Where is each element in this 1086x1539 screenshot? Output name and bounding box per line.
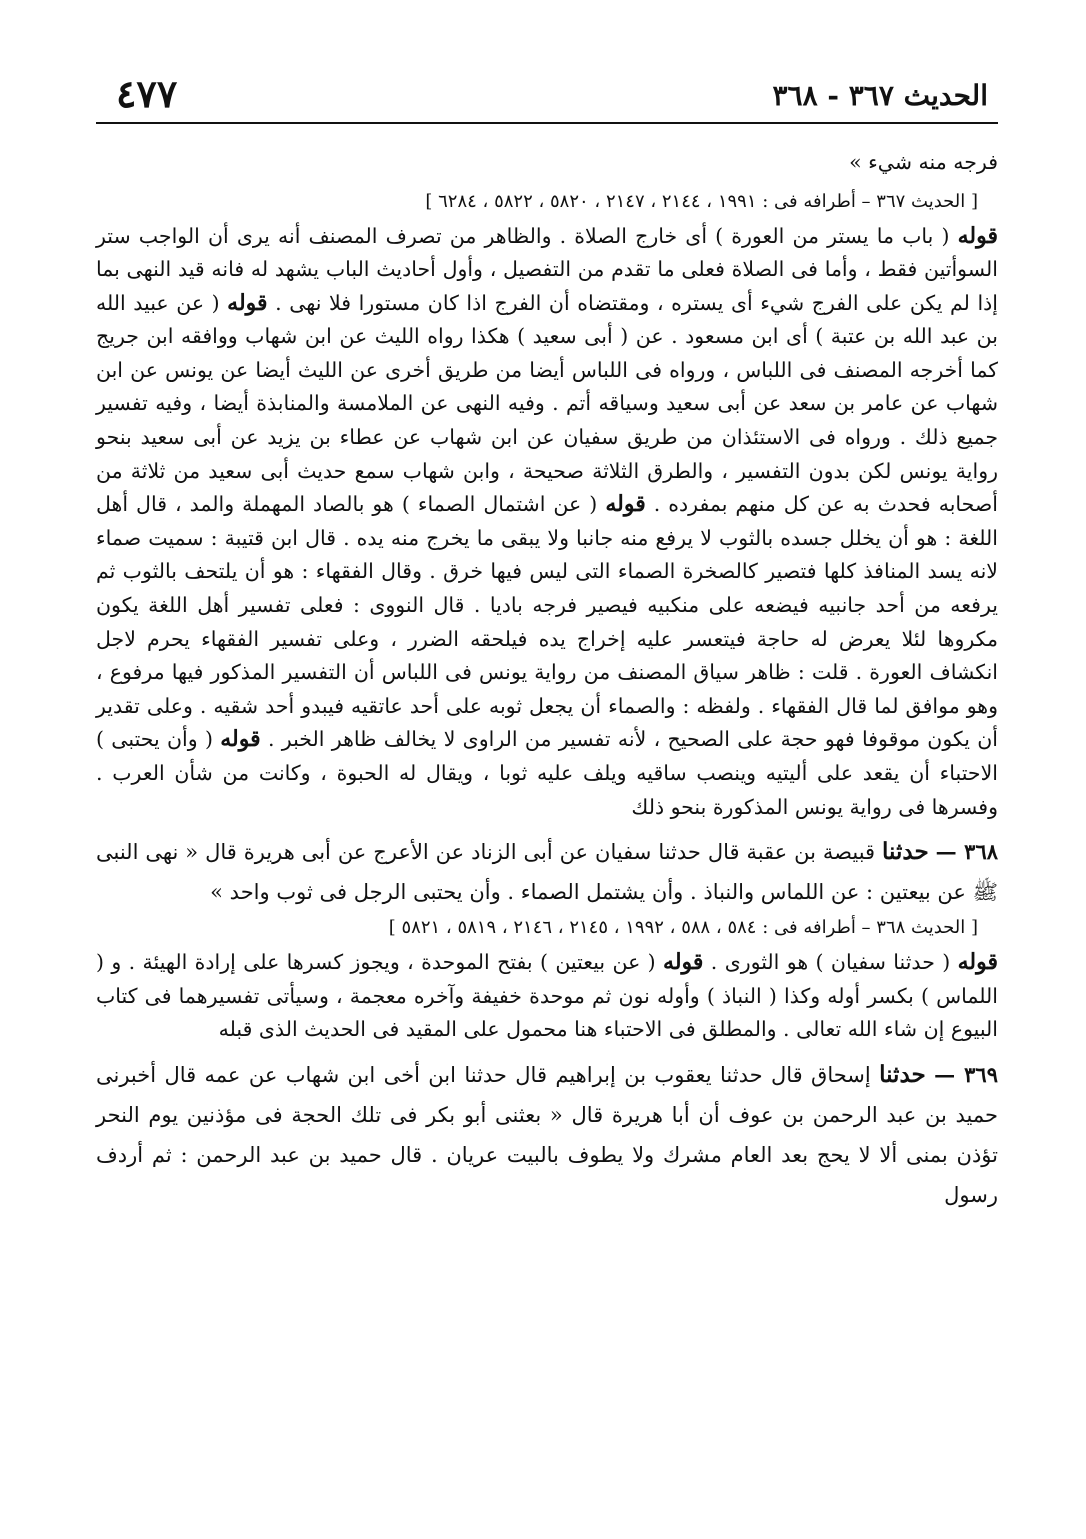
hadith-keyword: حدثنا (882, 838, 929, 866)
hadith-number: ٣٦٨ — (935, 839, 999, 865)
qawluhu-marker: قوله (957, 222, 998, 249)
commentary-text: ( حدثنا سفيان ) هو الثورى . (703, 950, 958, 975)
qawluhu-marker: قوله (227, 289, 268, 316)
commentary-text: ( عن عبيد الله بن عبد الله بن عتبة ) أى ابن مسعود . عن ( أبى سعيد ) هكذا رواه الليث عن ابن شهاب ووافقه ابن جريج كما أخرجه المصنف فى اللباس ، ورواه فى اللباس أيضا من طريق أخرى عن الليث أيضا عن يونس عن ابن شهاب عن عامر بن سعد عن أبى سعيد وسياقه أتم . وفيه النهى عن الملامسة والمنابذة أيضا ، وفيه تفسير جميع ذلك . ورواه فى الاستئذان من طريق سفيان عن ابن شهاب عن عطاء بن يزيد عن أبى سعيد بنحو رواية يونس لكن بدون التفسير ، والطرق الثلاثة صحيحة ، وابن شهاب سمع حديث أبى سعيد من ثلاثة من أصحابه فحدث به عن كل منهم بمفرده . (96, 290, 999, 517)
hadith-368-references: [ الحديث ٣٦٨ – أطرافه فى : ٥٨٤ ، ٥٨٨ ، ١٩٩٢ ، ٢١٤٥ ، ٢١٤٦ ، ٥٨١٩ ، ٥٨٢١ ] (388, 917, 978, 939)
qawluhu-marker: قوله (957, 949, 998, 976)
commentary-text: ( عن بيعتين ) بفتح الموحدة ، ويجوز كسرها على إرادة الهيئة . و ( اللماس ) بكسر أوله وكذا ( النباذ ) وأوله نون ثم موحدة خفيفة وآخره معجمة ، وسيأتى تفسيرهما فى كتاب البيوع إن شاء الله تعالى . والمطلق فى الاحتباء هنا محمول على المقيد فى الحديث الذى قبله (96, 950, 998, 1042)
commentary-367 (96, 220, 998, 825)
continuation-text: فرجه منه شيء » (849, 150, 998, 174)
page-header (96, 72, 998, 124)
hadith-369 (96, 1055, 998, 1215)
hadith-number: ٣٦٩ — (934, 1061, 998, 1087)
qawluhu-marker: قوله (220, 726, 261, 753)
hadith-text: قبيصة بن عقبة قال حدثنا سفيان عن أبى الزناد عن الأعرج عن أبى هريرة قال « نهى النبى ﷺ عن بيعتين : عن اللماس والنباذ . وأن يشتمل الصماء . وأن يحتبى الرجل فى ثوب واحد » (96, 840, 998, 905)
hadith-368 (96, 832, 998, 912)
commentary-text: ( باب ما يستر من العورة ) أى خارج الصلاة . والظاهر من تصرف المصنف أنه يرى أن الواجب ستر السوأتين فقط ، وأما فى الصلاة فعلى ما تقدم من التفصيل ، وأول أحاديث الباب يشهد له فانه قيد النهى بما إذا لم يكن على الفرج شيء أى يستره ، ومقتضاه أن الفرج اذا كان مستورا فلا نهى . (96, 223, 998, 315)
page-body (96, 146, 998, 1215)
qawluhu-marker: قوله (605, 491, 646, 518)
page-number: ٤٧٧ (116, 71, 178, 116)
commentary-368 (96, 946, 998, 1047)
hadith-keyword: حدثنا (879, 1060, 926, 1088)
commentary-text: ( عن اشتمال الصماء ) هو بالصاد المهملة والمد ، قال أهل اللغة : هو أن يخلل جسده بالثوب لا يرفع منه جانبا ولا يبقى ما يخرج منه يده . قال ابن قتيبة : سميت صماء لانه يسد المنافذ كلها فتصير كالصخرة الصماء التى ليس فيها خرق . وقال الفقهاء : هو أن يلتحف بالثوب ثم يرفعه من أحد جانبيه فيضعه على منكبيه فيصير فرجه باديا . قال النووى : فعلى تفسير أهل اللغة يكون مكروها لئلا يعرض له حاجة فيتعسر عليه إخراج يده فيلحقه الضرر ، وعلى تفسير الفقهاء يحرم لاجل انكشاف العورة . قلت : ظاهر سياق المصنف من رواية يونس فى اللباس أن التفسير المذكور فيها مرفوع ، وهو موافق لما قال الفقهاء . ولفظه : والصماء أن يجعل ثوبه على أحد عاتقيه فيبدو أحد شقيه . وعلى تقدير أن يكون موقوفا فهو حجة على الصحيح ، لأنه تفسير من الراوى لا يخالف ظاهر الخبر . (96, 492, 999, 752)
hadith-text: إسحاق قال حدثنا يعقوب بن إبراهيم قال حدثنا ابن أخى ابن شهاب عن عمه قال أخبرنى حميد بن عبد الرحمن بن عوف أن أبا هريرة قال « بعثنى أبو بكر فى تلك الحجة فى مؤذنين يوم النحر تؤذن بمنى ألا لا يحج بعد العام مشرك ولا يطوف بالبيت عريان . قال حميد بن عبد الرحمن : ثم أردف رسول (96, 1062, 998, 1207)
commentary-text: ( وأن يحتبى ) الاحتباء أن يقعد على أليتيه وينصب ساقيه ويلف عليه ثوبا ، ويقال له الحبوة ، وكانت من شأن العرب . وفسرها فى رواية يونس المذكورة بنحو ذلك (96, 727, 998, 819)
hadith-367-references: [ الحديث ٣٦٧ – أطرافه فى : ١٩٩١ ، ٢١٤٤ ، ٢١٤٧ ، ٥٨٢٠ ، ٥٨٢٢ ، ٦٢٨٤ ] (425, 190, 978, 212)
qawluhu-marker: قوله (663, 949, 704, 976)
running-head: الحديث ٣٦٧ - ٣٦٨ (772, 79, 988, 112)
